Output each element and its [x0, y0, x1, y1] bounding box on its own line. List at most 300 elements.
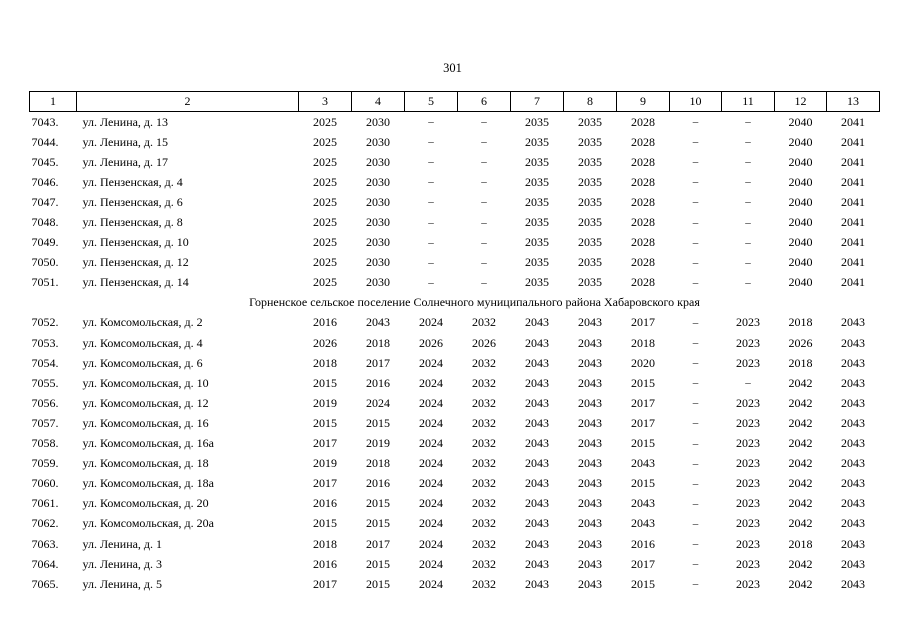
year-cell: 2032 — [472, 315, 496, 330]
year-cell: 2041 — [841, 255, 865, 270]
year-cell: 2043 — [525, 536, 549, 551]
year-cell: 2043 — [578, 395, 602, 410]
year-cell: – — [692, 256, 699, 269]
address-cell: ул. Комсомольская, д. 2 — [82, 315, 203, 330]
year-cell: 2015 — [631, 476, 655, 491]
year-cell: 2032 — [472, 496, 496, 511]
year-cell: – — [481, 136, 487, 149]
year-cell: 2028 — [631, 174, 655, 189]
year-cell: – — [745, 116, 751, 129]
table-row — [30, 413, 880, 433]
table-row — [30, 554, 880, 574]
column-header: 9 — [617, 92, 670, 112]
row-number-cell: 7061. — [31, 496, 59, 511]
year-cell: 2016 — [631, 536, 655, 551]
year-cell: 2024 — [419, 516, 443, 531]
year-cell: – — [692, 538, 699, 551]
year-cell: 2015 — [366, 576, 390, 591]
address-cell: ул. Комсомольская, д. 12 — [82, 395, 209, 410]
year-cell: 2018 — [313, 355, 337, 370]
year-cell: 2042 — [788, 476, 813, 491]
year-cell: 2032 — [472, 415, 496, 430]
year-cell: 2043 — [525, 375, 549, 390]
column-header: 7 — [511, 92, 564, 112]
year-cell: 2040 — [788, 215, 813, 230]
year-cell: 2030 — [366, 275, 390, 290]
year-cell: 2040 — [788, 134, 813, 149]
year-cell: 2015 — [366, 415, 390, 430]
year-cell: 2025 — [313, 275, 337, 290]
address-cell: ул. Комсомольская, д. 18 — [82, 456, 209, 471]
year-cell: 2043 — [578, 556, 602, 571]
address-cell: ул. Ленина, д. 1 — [82, 536, 163, 551]
year-cell: 2024 — [419, 395, 443, 410]
year-cell: 2023 — [736, 315, 760, 330]
year-cell: 2043 — [578, 375, 602, 390]
year-cell: 2017 — [366, 355, 390, 370]
year-cell: 2043 — [841, 415, 865, 430]
table-row — [30, 333, 880, 353]
year-cell: 2035 — [578, 255, 602, 270]
row-number-cell: 7062. — [31, 516, 59, 531]
year-cell: 2043 — [578, 476, 602, 491]
address-cell: ул. Комсомольская, д. 16а — [82, 436, 214, 451]
address-cell: ул. Пензенская, д. 10 — [82, 235, 189, 250]
address-cell: ул. Ленина, д. 15 — [82, 134, 169, 149]
year-cell: 2043 — [525, 436, 549, 451]
row-number-cell: 7063. — [31, 536, 59, 551]
year-cell: 2043 — [578, 536, 602, 551]
year-cell: 2043 — [525, 315, 549, 330]
year-cell: 2043 — [525, 496, 549, 511]
year-cell: – — [692, 316, 699, 329]
table-row — [30, 434, 880, 454]
year-cell: 2016 — [366, 476, 390, 491]
year-cell: – — [428, 236, 434, 249]
year-cell: – — [692, 337, 699, 350]
year-cell: 2024 — [419, 375, 443, 390]
year-cell: 2025 — [313, 154, 337, 169]
year-cell: 2043 — [525, 456, 549, 471]
year-cell: – — [481, 116, 487, 129]
year-cell: 2035 — [578, 154, 602, 169]
year-cell: – — [692, 397, 699, 410]
address-cell: ул. Ленина, д. 17 — [82, 154, 169, 169]
year-cell: 2019 — [313, 395, 337, 410]
page-number: 301 — [443, 61, 462, 75]
year-cell: 2028 — [631, 275, 655, 290]
year-cell: 2018 — [788, 355, 813, 370]
year-cell: 2018 — [366, 335, 390, 350]
year-cell: 2028 — [631, 154, 655, 169]
table-row — [30, 353, 880, 373]
year-cell: 2035 — [578, 174, 602, 189]
year-cell: 2020 — [631, 355, 655, 370]
year-cell: 2019 — [366, 436, 390, 451]
year-cell: 2024 — [366, 395, 390, 410]
table-row — [30, 574, 880, 594]
year-cell: – — [428, 116, 434, 129]
year-cell: 2030 — [366, 174, 390, 189]
year-cell: 2018 — [366, 456, 390, 471]
year-cell: – — [692, 377, 699, 390]
year-cell: 2035 — [578, 194, 602, 209]
year-cell: 2043 — [525, 556, 549, 571]
year-cell: – — [745, 377, 751, 390]
year-cell: 2028 — [631, 235, 655, 250]
year-cell: 2043 — [841, 335, 865, 350]
year-cell: 2017 — [366, 536, 390, 551]
year-cell: 2017 — [631, 315, 655, 330]
year-cell: 2032 — [472, 576, 496, 591]
year-cell: – — [692, 357, 699, 370]
year-cell: 2035 — [525, 255, 549, 270]
year-cell: 2015 — [631, 436, 655, 451]
column-header: 4 — [352, 92, 405, 112]
column-header: 6 — [458, 92, 511, 112]
address-cell: ул. Комсомольская, д. 20а — [82, 516, 214, 531]
year-cell: – — [692, 558, 699, 571]
year-cell: 2035 — [578, 275, 602, 290]
year-cell: 2030 — [366, 255, 390, 270]
year-cell: – — [481, 236, 487, 249]
address-cell: ул. Ленина, д. 13 — [82, 114, 169, 129]
year-cell: 2030 — [366, 215, 390, 230]
year-cell: 2043 — [525, 576, 549, 591]
year-cell: 2032 — [472, 556, 496, 571]
year-cell: 2040 — [788, 194, 813, 209]
year-cell: 2017 — [313, 576, 337, 591]
year-cell: 2023 — [736, 415, 760, 430]
row-number-cell: 7052. — [31, 315, 59, 330]
table-row — [30, 534, 880, 554]
year-cell: 2040 — [788, 154, 813, 169]
year-cell: 2019 — [313, 456, 337, 471]
year-cell: 2018 — [788, 536, 813, 551]
column-header: 3 — [299, 92, 352, 112]
year-cell: 2042 — [788, 576, 813, 591]
table-row — [30, 273, 880, 293]
year-cell: 2025 — [313, 194, 337, 209]
year-cell: 2024 — [419, 436, 443, 451]
table-row — [30, 393, 880, 413]
year-cell: 2028 — [631, 194, 655, 209]
year-cell: 2043 — [631, 456, 655, 471]
year-cell: 2040 — [788, 235, 813, 250]
year-cell: 2025 — [313, 174, 337, 189]
table-row — [30, 253, 880, 273]
year-cell: 2035 — [525, 174, 549, 189]
row-number-cell: 7058. — [31, 436, 59, 451]
table-row — [30, 152, 880, 172]
year-cell: 2043 — [366, 315, 390, 330]
year-cell: 2043 — [525, 395, 549, 410]
year-cell: 2024 — [419, 576, 443, 591]
year-cell: – — [745, 256, 751, 269]
table-row — [30, 233, 880, 253]
year-cell: 2032 — [472, 375, 496, 390]
year-cell: 2042 — [788, 415, 813, 430]
year-cell: 2042 — [788, 456, 813, 471]
year-cell: 2025 — [313, 235, 337, 250]
address-cell: ул. Ленина, д. 3 — [82, 556, 163, 571]
year-cell: – — [692, 156, 699, 169]
year-cell: 2023 — [736, 436, 760, 451]
year-cell: 2040 — [788, 255, 813, 270]
year-cell: – — [745, 136, 751, 149]
year-cell: – — [428, 176, 434, 189]
year-cell: 2030 — [366, 114, 390, 129]
row-number-cell: 7065. — [31, 576, 59, 591]
row-number-cell: 7053. — [31, 335, 59, 350]
year-cell: 2018 — [313, 536, 337, 551]
year-cell: 2043 — [578, 415, 602, 430]
year-cell: – — [745, 196, 751, 209]
year-cell: 2042 — [788, 375, 813, 390]
row-number-cell: 7048. — [31, 215, 59, 230]
year-cell: 2043 — [841, 476, 865, 491]
year-cell: 2035 — [578, 114, 602, 129]
schedule-table — [29, 91, 880, 594]
year-cell: 2035 — [525, 215, 549, 230]
year-cell: 2043 — [525, 335, 549, 350]
year-cell: 2017 — [313, 436, 337, 451]
table-row — [30, 172, 880, 192]
year-cell: 2026 — [788, 335, 813, 350]
year-cell: 2025 — [313, 114, 337, 129]
row-number-cell: 7044. — [31, 134, 59, 149]
row-number-cell: 7049. — [31, 235, 59, 250]
year-cell: 2024 — [419, 415, 443, 430]
year-cell: 2040 — [788, 275, 813, 290]
year-cell: 2030 — [366, 194, 390, 209]
year-cell: 2030 — [366, 134, 390, 149]
year-cell: 2043 — [578, 315, 602, 330]
year-cell: – — [745, 176, 751, 189]
year-cell: 2041 — [841, 154, 865, 169]
year-cell: – — [692, 116, 699, 129]
year-cell: 2043 — [841, 355, 865, 370]
year-cell: 2035 — [525, 154, 549, 169]
year-cell: – — [428, 196, 434, 209]
address-cell: ул. Пензенская, д. 6 — [82, 194, 183, 209]
year-cell: 2041 — [841, 114, 865, 129]
year-cell: 2023 — [736, 496, 760, 511]
year-cell: 2023 — [736, 476, 760, 491]
column-header: 13 — [827, 92, 880, 112]
year-cell: 2015 — [631, 576, 655, 591]
address-cell: ул. Комсомольская, д. 10 — [82, 375, 209, 390]
table-row — [30, 454, 880, 474]
year-cell: 2017 — [631, 415, 655, 430]
year-cell: 2024 — [419, 355, 443, 370]
year-cell: 2025 — [313, 134, 337, 149]
year-cell: 2041 — [841, 134, 865, 149]
year-cell: 2043 — [841, 375, 865, 390]
year-cell: – — [692, 216, 699, 229]
year-cell: 2018 — [788, 315, 813, 330]
address-cell: ул. Комсомольская, д. 18а — [82, 476, 214, 491]
year-cell: – — [481, 196, 487, 209]
year-cell: – — [692, 236, 699, 249]
year-cell: 2035 — [578, 235, 602, 250]
year-cell: – — [481, 256, 487, 269]
year-cell: 2032 — [472, 355, 496, 370]
year-cell: 2042 — [788, 556, 813, 571]
year-cell: 2024 — [419, 556, 443, 571]
year-cell: 2043 — [578, 516, 602, 531]
year-cell: 2032 — [472, 536, 496, 551]
year-cell: 2023 — [736, 516, 760, 531]
year-cell: 2043 — [631, 496, 655, 511]
address-cell: ул. Комсомольская, д. 20 — [82, 496, 209, 511]
address-cell: ул. Пензенская, д. 14 — [82, 275, 189, 290]
year-cell: 2043 — [578, 496, 602, 511]
table-row — [30, 132, 880, 152]
year-cell: – — [428, 216, 434, 229]
year-cell: 2032 — [472, 456, 496, 471]
table-row — [30, 313, 880, 333]
year-cell: 2042 — [788, 395, 813, 410]
year-cell: 2015 — [313, 375, 337, 390]
address-cell: ул. Комсомольская, д. 6 — [82, 355, 203, 370]
row-number-cell: 7051. — [31, 275, 59, 290]
row-number-cell: 7059. — [31, 456, 59, 471]
address-cell: ул. Пензенская, д. 8 — [82, 215, 183, 230]
year-cell: 2035 — [578, 215, 602, 230]
year-cell: 2042 — [788, 496, 813, 511]
year-cell: 2043 — [578, 355, 602, 370]
year-cell: – — [428, 276, 434, 289]
year-cell: 2030 — [366, 154, 390, 169]
year-cell: 2042 — [788, 516, 813, 531]
year-cell: 2026 — [313, 335, 337, 350]
year-cell: 2043 — [578, 436, 602, 451]
year-cell: 2015 — [313, 415, 337, 430]
year-cell: 2043 — [841, 436, 865, 451]
year-cell: – — [692, 457, 699, 470]
year-cell: – — [745, 156, 751, 169]
year-cell: – — [692, 477, 699, 490]
year-cell: – — [428, 136, 434, 149]
address-cell: ул. Пензенская, д. 4 — [82, 174, 183, 189]
year-cell: 2035 — [578, 134, 602, 149]
table-row — [30, 112, 880, 133]
year-cell: 2024 — [419, 315, 443, 330]
year-cell: 2043 — [841, 456, 865, 471]
address-cell: ул. Ленина, д. 5 — [82, 576, 163, 591]
year-cell: 2032 — [472, 395, 496, 410]
address-cell: ул. Комсомольская, д. 4 — [82, 335, 203, 350]
year-cell: 2028 — [631, 114, 655, 129]
year-cell: 2043 — [578, 576, 602, 591]
column-number-row — [30, 92, 880, 112]
row-number-cell: 7050. — [31, 255, 59, 270]
year-cell: – — [481, 276, 487, 289]
column-header: 10 — [670, 92, 722, 112]
row-number-cell: 7060. — [31, 476, 59, 491]
year-cell: – — [692, 417, 699, 430]
year-cell: 2028 — [631, 215, 655, 230]
column-header: 8 — [564, 92, 617, 112]
year-cell: 2023 — [736, 456, 760, 471]
row-number-cell: 7047. — [31, 194, 59, 209]
year-cell: 2043 — [631, 516, 655, 531]
year-cell: 2024 — [419, 496, 443, 511]
year-cell: – — [692, 437, 699, 450]
year-cell: 2041 — [841, 235, 865, 250]
year-cell: – — [692, 276, 699, 289]
year-cell: 2016 — [366, 375, 390, 390]
section-heading-row — [30, 293, 880, 313]
table-row — [30, 192, 880, 212]
year-cell: – — [428, 256, 434, 269]
year-cell: 2043 — [578, 335, 602, 350]
year-cell: – — [745, 236, 751, 249]
year-cell: – — [745, 276, 751, 289]
year-cell: 2017 — [631, 395, 655, 410]
year-cell: 2023 — [736, 395, 760, 410]
year-cell: 2030 — [366, 235, 390, 250]
year-cell: – — [428, 156, 434, 169]
year-cell: 2035 — [525, 194, 549, 209]
year-cell: 2024 — [419, 476, 443, 491]
table-row — [30, 212, 880, 232]
year-cell: 2043 — [841, 536, 865, 551]
year-cell: 2035 — [525, 275, 549, 290]
column-header: 2 — [77, 92, 299, 112]
column-header: 12 — [775, 92, 827, 112]
year-cell: 2025 — [313, 215, 337, 230]
year-cell: – — [692, 196, 699, 209]
year-cell: 2016 — [313, 556, 337, 571]
row-number-cell: 7064. — [31, 556, 59, 571]
year-cell: – — [481, 216, 487, 229]
section-heading: Горненское сельское поселение Солнечного муниципального района Хабаровского края — [249, 295, 700, 310]
year-cell: 2015 — [631, 375, 655, 390]
year-cell: 2032 — [472, 516, 496, 531]
year-cell: 2016 — [313, 496, 337, 511]
table-row — [30, 373, 880, 393]
column-header: 5 — [405, 92, 458, 112]
address-cell: ул. Пензенская, д. 12 — [82, 255, 189, 270]
year-cell: – — [692, 176, 699, 189]
year-cell: 2017 — [313, 476, 337, 491]
year-cell: 2024 — [419, 536, 443, 551]
year-cell: 2032 — [472, 476, 496, 491]
table-row — [30, 494, 880, 514]
year-cell: 2023 — [736, 355, 760, 370]
year-cell: – — [692, 517, 699, 530]
row-number-cell: 7045. — [31, 154, 59, 169]
year-cell: 2023 — [736, 576, 760, 591]
year-cell: – — [692, 578, 699, 591]
year-cell: – — [481, 156, 487, 169]
column-header: 11 — [722, 92, 775, 112]
year-cell: 2035 — [525, 134, 549, 149]
year-cell: 2015 — [366, 556, 390, 571]
row-number-cell: 7054. — [31, 355, 59, 370]
year-cell: 2043 — [525, 415, 549, 430]
year-cell: 2015 — [366, 496, 390, 511]
year-cell: 2028 — [631, 134, 655, 149]
year-cell: 2035 — [525, 235, 549, 250]
row-number-cell: 7057. — [31, 415, 59, 430]
year-cell: – — [692, 497, 699, 510]
year-cell: 2043 — [841, 315, 865, 330]
year-cell: 2025 — [313, 255, 337, 270]
year-cell: 2035 — [525, 114, 549, 129]
